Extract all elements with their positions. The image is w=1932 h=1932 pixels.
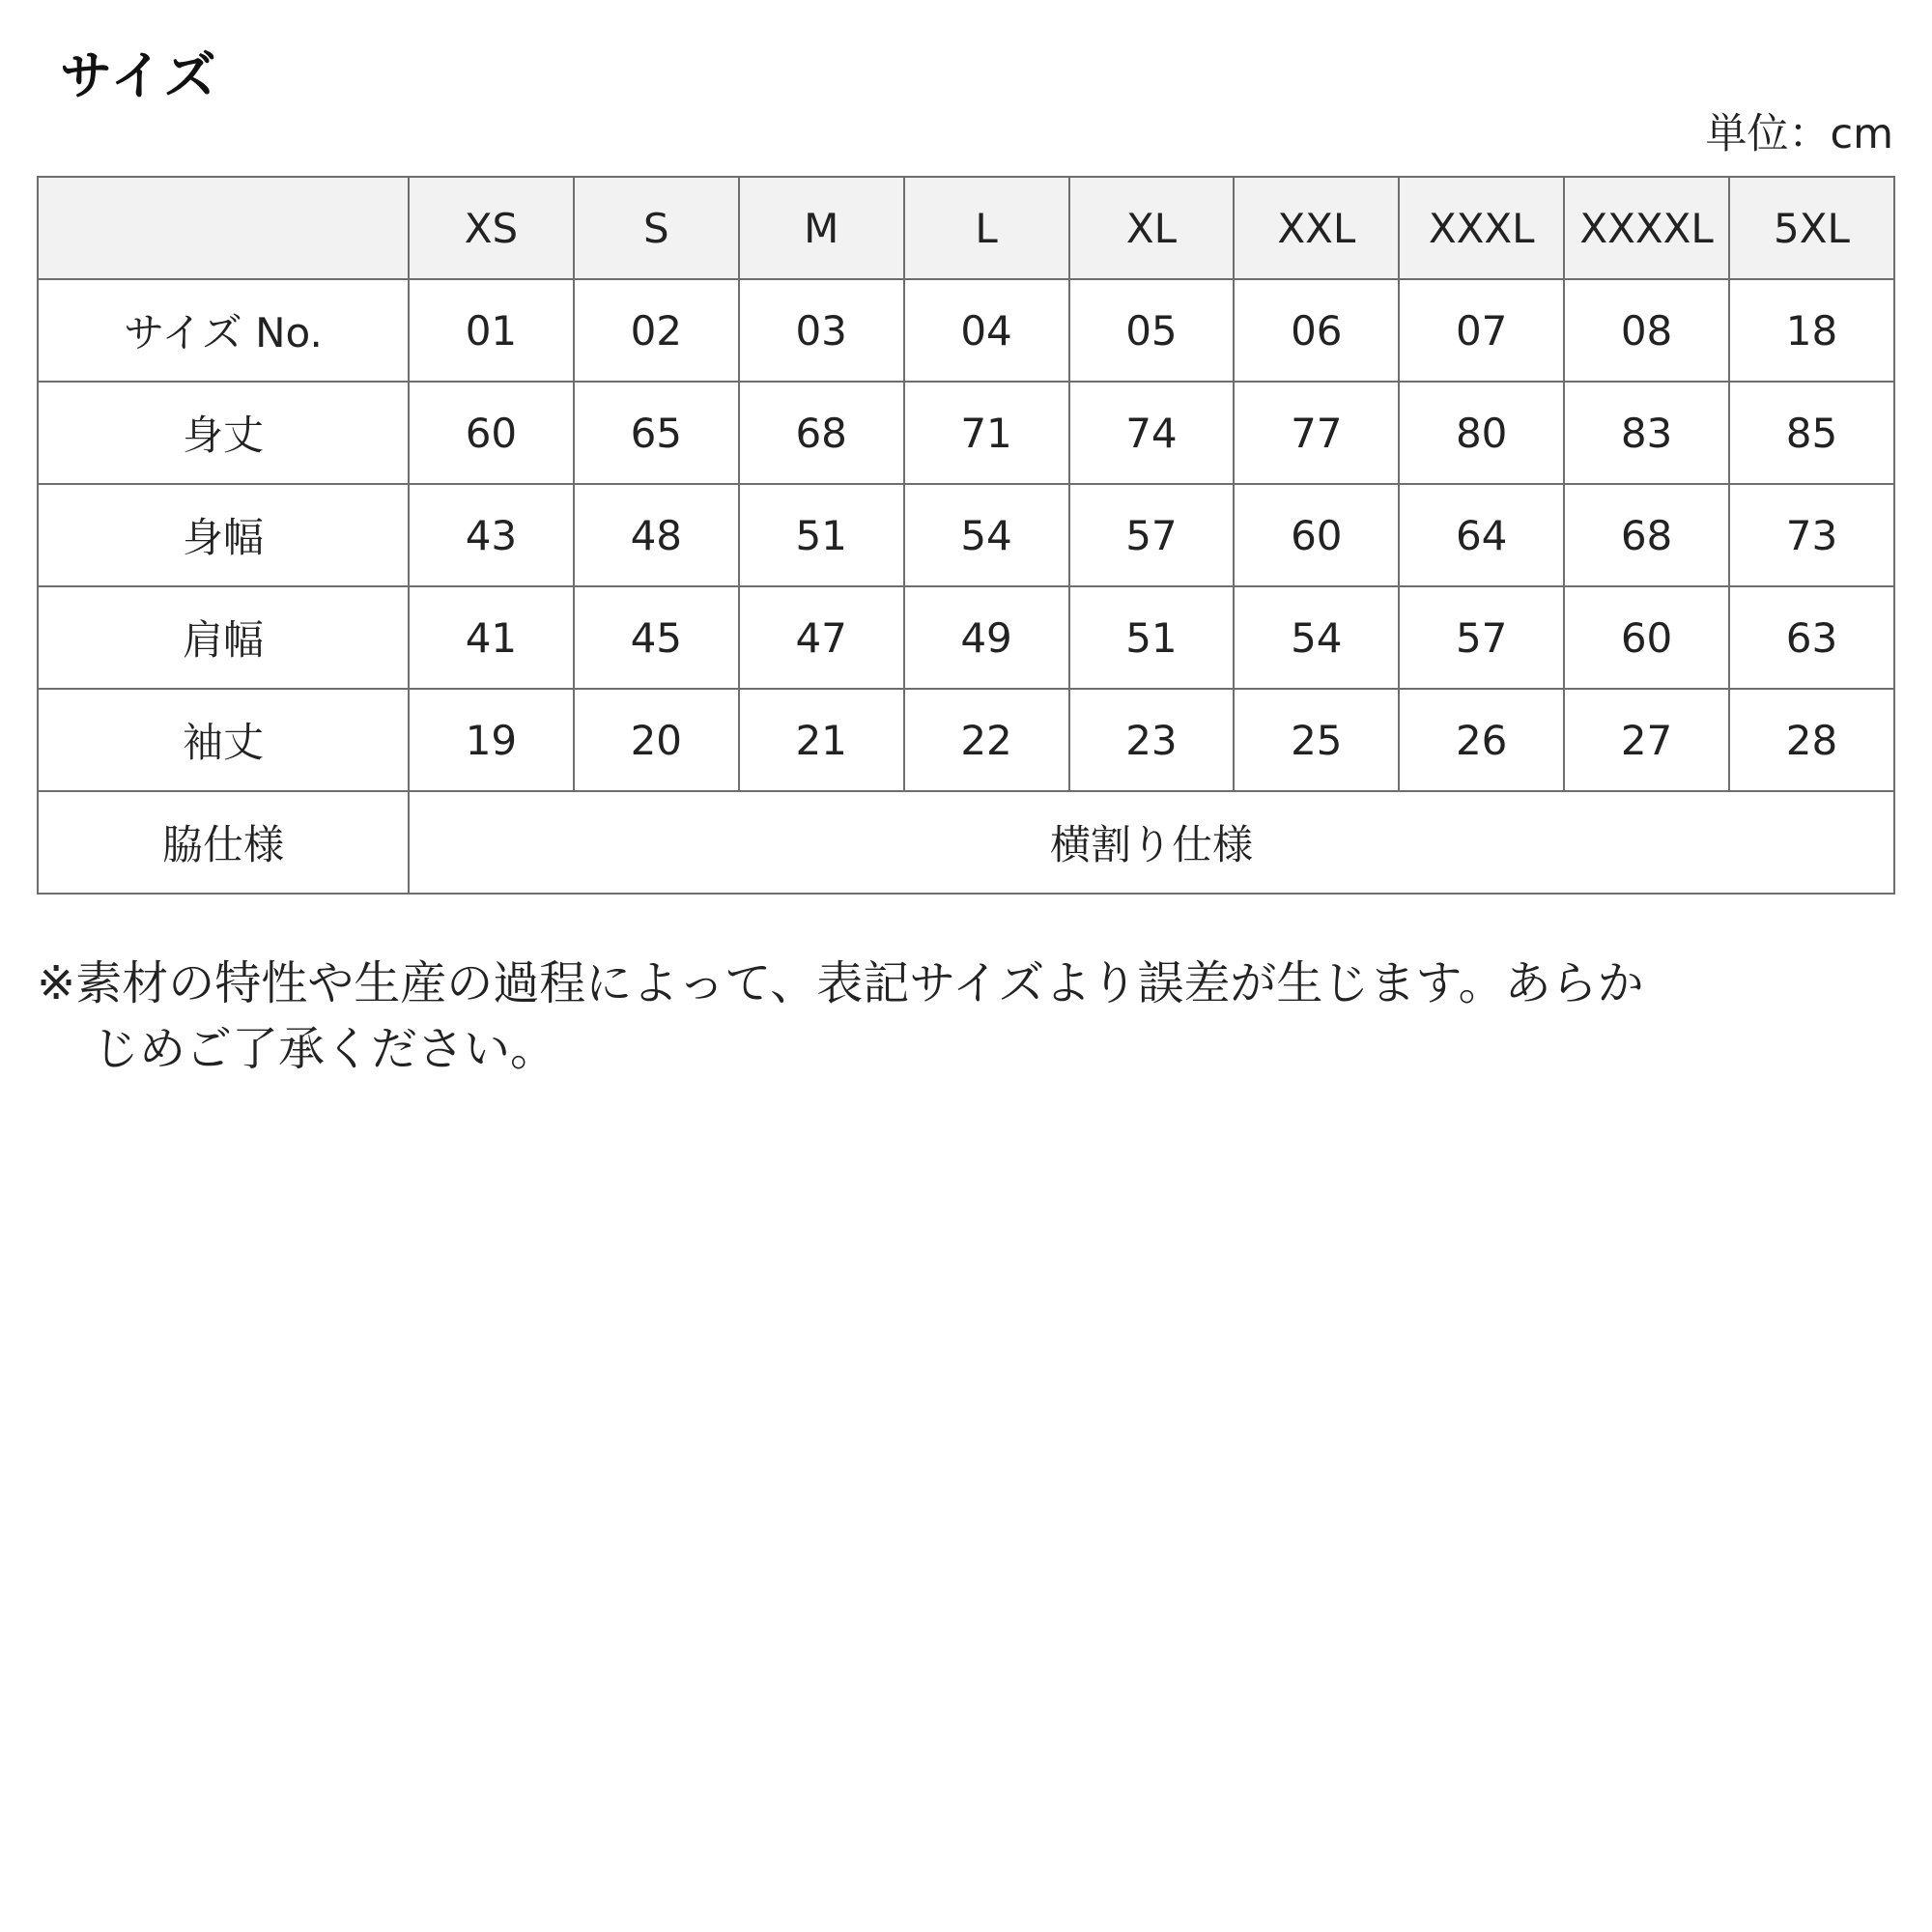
unit-label: 単位：cm xyxy=(1705,110,1893,158)
row-label: 肩幅 xyxy=(38,586,409,689)
table-cell: 25 xyxy=(1234,689,1399,791)
page-title: サイズ xyxy=(60,45,218,106)
table-cell: 74 xyxy=(1069,382,1235,484)
row-label: 身幅 xyxy=(38,484,409,586)
table-cell: 06 xyxy=(1234,279,1399,382)
table-cell: 22 xyxy=(904,689,1069,791)
table-cell: 77 xyxy=(1234,382,1399,484)
row-label: 袖丈 xyxy=(38,689,409,791)
table-cell: 68 xyxy=(739,382,904,484)
table-cell: 19 xyxy=(409,689,574,791)
header-corner-cell xyxy=(38,177,409,279)
note-line-2: じめご了承ください。 xyxy=(93,1022,557,1076)
table-cell: 01 xyxy=(409,279,574,382)
table-cell: 04 xyxy=(904,279,1069,382)
table-cell: 83 xyxy=(1564,382,1729,484)
header-cell-s: S xyxy=(574,177,739,279)
table-cell: 54 xyxy=(904,484,1069,586)
table-cell: 45 xyxy=(574,586,739,689)
side-spec-label: 脇仕様 xyxy=(38,791,409,894)
table-cell: 65 xyxy=(574,382,739,484)
table-cell: 23 xyxy=(1069,689,1235,791)
table-cell: 28 xyxy=(1729,689,1894,791)
table-cell: 43 xyxy=(409,484,574,586)
table-cell: 07 xyxy=(1399,279,1564,382)
table-cell: 64 xyxy=(1399,484,1564,586)
header-cell-xl: XL xyxy=(1069,177,1235,279)
disclaimer-note xyxy=(37,951,1895,1082)
header-cell-xxxl: XXXL xyxy=(1399,177,1564,279)
size-table xyxy=(37,176,1895,895)
table-cell: 48 xyxy=(574,484,739,586)
table-cell: 47 xyxy=(739,586,904,689)
table-cell: 20 xyxy=(574,689,739,791)
table-row xyxy=(38,689,1894,791)
side-spec-value: 横割り仕様 xyxy=(409,791,1894,894)
table-cell: 41 xyxy=(409,586,574,689)
table-cell: 26 xyxy=(1399,689,1564,791)
header-cell-m: M xyxy=(739,177,904,279)
table-cell: 68 xyxy=(1564,484,1729,586)
table-cell: 60 xyxy=(1564,586,1729,689)
header-cell-xxl: XXL xyxy=(1234,177,1399,279)
header-cell-xs: XS xyxy=(409,177,574,279)
header-row xyxy=(38,177,1894,279)
table-cell: 49 xyxy=(904,586,1069,689)
table-row xyxy=(38,586,1894,689)
row-label: サイズ No. xyxy=(38,279,409,382)
side-spec-row xyxy=(38,791,1894,894)
table-cell: 51 xyxy=(739,484,904,586)
row-label: 身丈 xyxy=(38,382,409,484)
table-cell: 63 xyxy=(1729,586,1894,689)
table-cell: 03 xyxy=(739,279,904,382)
header-cell-l: L xyxy=(904,177,1069,279)
table-row xyxy=(38,484,1894,586)
table-cell: 60 xyxy=(409,382,574,484)
table-cell: 57 xyxy=(1069,484,1235,586)
table-cell: 57 xyxy=(1399,586,1564,689)
table-cell: 02 xyxy=(574,279,739,382)
table-cell: 80 xyxy=(1399,382,1564,484)
table-cell: 05 xyxy=(1069,279,1235,382)
table-cell: 08 xyxy=(1564,279,1729,382)
header-cell-5xl: 5XL xyxy=(1729,177,1894,279)
table-cell: 60 xyxy=(1234,484,1399,586)
header-cell-xxxxl: XXXXL xyxy=(1564,177,1729,279)
table-cell: 73 xyxy=(1729,484,1894,586)
table-cell: 85 xyxy=(1729,382,1894,484)
table-cell: 71 xyxy=(904,382,1069,484)
table-cell: 54 xyxy=(1234,586,1399,689)
table-cell: 18 xyxy=(1729,279,1894,382)
note-line-1: ※素材の特性や生産の過程によって、表記サイズより誤差が生じます。あらか xyxy=(37,956,1644,1010)
table-cell: 51 xyxy=(1069,586,1235,689)
table-cell: 21 xyxy=(739,689,904,791)
table-row xyxy=(38,279,1894,382)
table-row xyxy=(38,382,1894,484)
table-cell: 27 xyxy=(1564,689,1729,791)
